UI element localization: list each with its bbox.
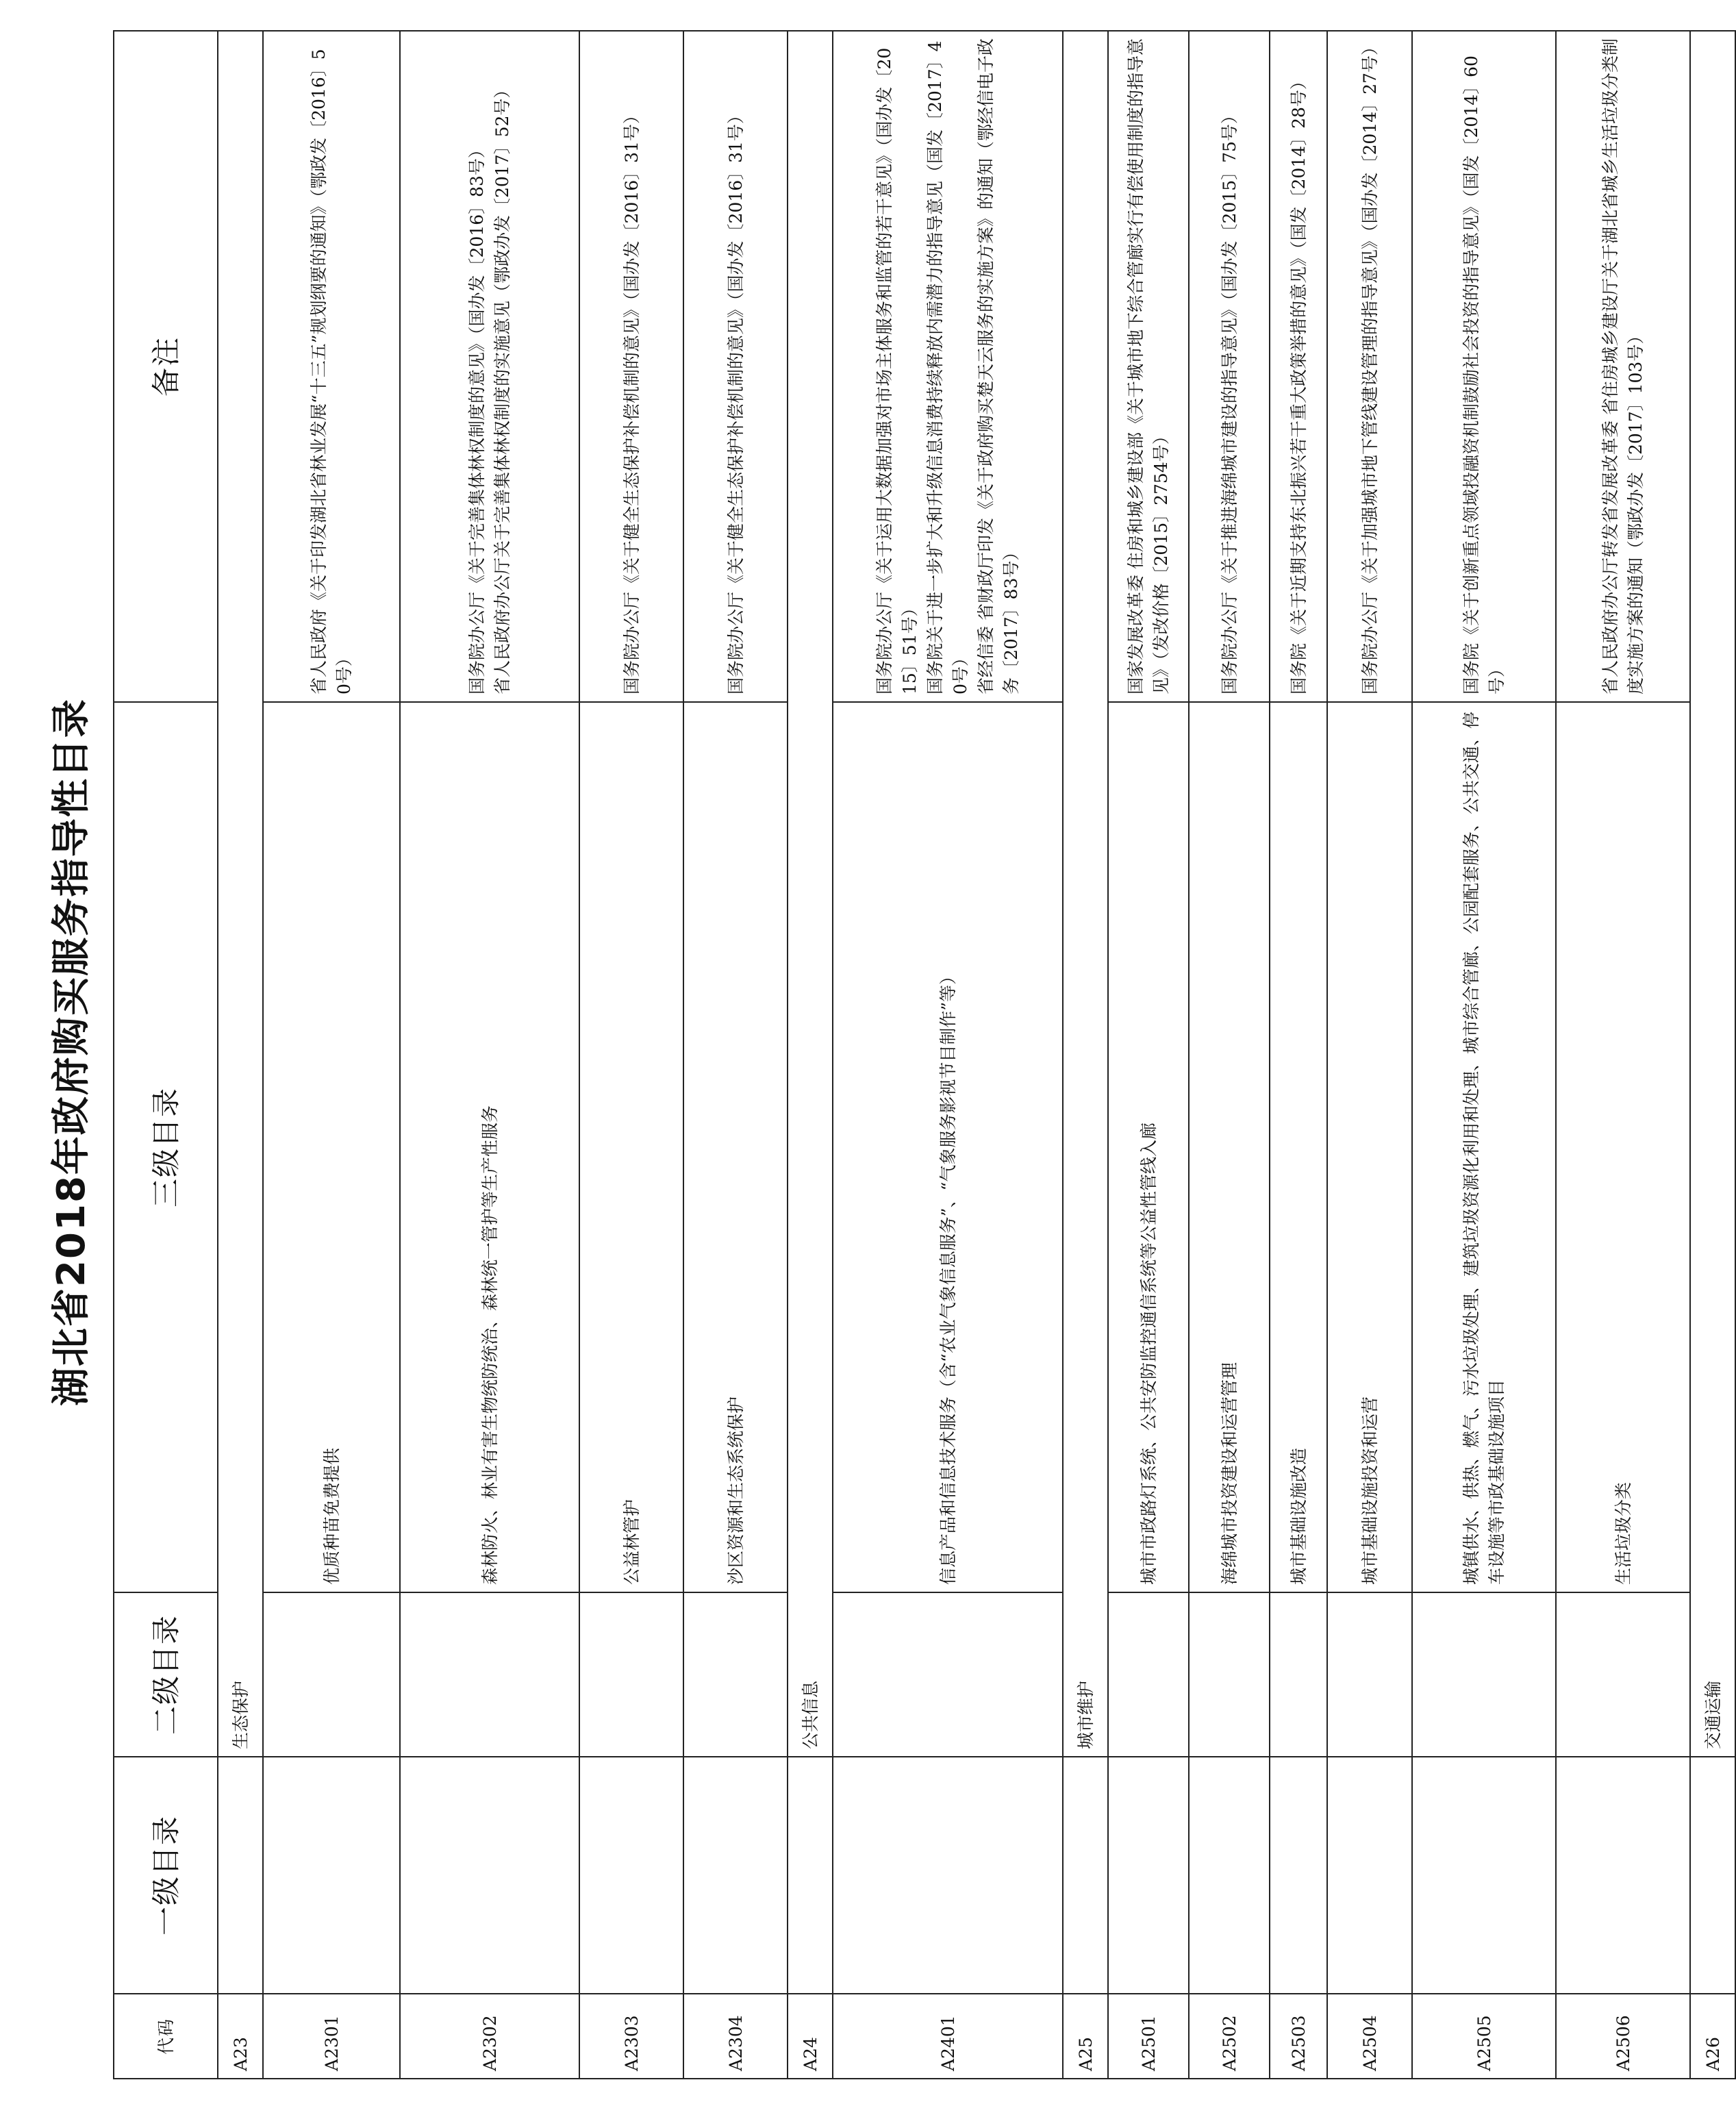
level3-cell: 公益林管护 xyxy=(579,702,683,1592)
catalog-table xyxy=(113,30,1736,2079)
level3-cell: 生活垃圾分类 xyxy=(1556,702,1690,1592)
level3-cell: 沙区资源和生态系统保护 xyxy=(683,702,788,1592)
level1-cell xyxy=(1556,1757,1690,1994)
level1-cell xyxy=(218,1757,263,1994)
category-row xyxy=(788,31,833,2079)
table-row xyxy=(833,31,1063,2079)
code-cell: A23 xyxy=(218,1994,263,2079)
note-cell: 省人民政府办公厅转发省发展改革委 省住房城乡建设厅关于湖北省城乡生活垃圾分类制度实施方案的通知（鄂政办发〔2017〕103号） xyxy=(1556,31,1690,702)
code-cell: A24 xyxy=(788,1994,833,2079)
header-level2: 二级目录 xyxy=(114,1592,218,1757)
level1-cell xyxy=(1412,1757,1556,1994)
table-row xyxy=(683,31,788,2079)
table-body xyxy=(218,31,1735,2079)
category-row xyxy=(1690,31,1735,2079)
level1-cell xyxy=(1189,1757,1270,1994)
level3-cell: 城市市政路灯系统、公共安防监控通信系统等公益性管线入廊 xyxy=(1108,702,1189,1592)
level3-cell: 森林防火、林业有害生物统防统治、森林统一管护等生产性服务 xyxy=(400,702,579,1592)
table-row xyxy=(1189,31,1270,2079)
code-cell: A2505 xyxy=(1412,1994,1556,2079)
level2-cell xyxy=(1556,1592,1690,1757)
level3-cell: 信息产品和信息技术服务（含“农业气象信息服务”、“气象服务影视节目制作”等） xyxy=(833,702,1063,1592)
code-cell: A2506 xyxy=(1556,1994,1690,2079)
code-cell: A2302 xyxy=(400,1994,579,2079)
code-cell: A2304 xyxy=(683,1994,788,2079)
level2-cell xyxy=(1412,1592,1556,1757)
category-label: 城市维护 xyxy=(1063,31,1108,1757)
table-row xyxy=(1327,31,1412,2079)
code-cell: A2501 xyxy=(1108,1994,1189,2079)
table-row xyxy=(579,31,683,2079)
note-cell: 省人民政府《关于印发湖北省林业发展“十三五”规划纲要的通知》（鄂政发〔2016〕50号） xyxy=(263,31,400,702)
note-cell: 国务院办公厅《关于运用大数据加强对市场主体服务和监管的若干意见》（国办发〔2015〕51号） 国务院关于进一步扩大和升级信息消费持续释放内需潜力的指导意见（国发〔2017〕40号） 省经信委 省财政厅印发《关于政府购买楚天云服务的实施方案》的通知（鄂经信电子政务〔2017〕83号） xyxy=(833,31,1063,702)
table-row xyxy=(1556,31,1690,2079)
level1-cell xyxy=(788,1757,833,1994)
level2-cell xyxy=(1189,1592,1270,1757)
level3-cell: 城市基础设施投资和运营 xyxy=(1327,702,1412,1592)
category-label: 公共信息 xyxy=(788,31,833,1757)
level2-cell xyxy=(400,1592,579,1757)
document-title: 湖北省2018年政府购买服务指导性目录 xyxy=(49,698,94,1406)
level1-cell xyxy=(579,1757,683,1994)
level1-cell xyxy=(683,1757,788,1994)
header-code: 代码 xyxy=(114,1994,218,2079)
note-cell: 国务院办公厅《关于加强城市地下管线建设管理的指导意见》（国办发〔2014〕27号） xyxy=(1327,31,1412,702)
table-row xyxy=(1270,31,1327,2079)
level3-cell: 城镇供水、供热、燃气、污水垃圾处理、建筑垃圾资源化利用和处理、城市综合管廊、公园配套服务、公共交通、停车设施等市政基础设施项目 xyxy=(1412,702,1556,1592)
header-row xyxy=(114,31,218,2079)
code-cell: A2503 xyxy=(1270,1994,1327,2079)
level1-cell xyxy=(400,1757,579,1994)
note-cell: 国务院办公厅《关于推进海绵城市建设的指导意见》（国办发〔2015〕75号） xyxy=(1189,31,1270,702)
level1-cell xyxy=(833,1757,1063,1994)
level3-cell: 优质种苗免费提供 xyxy=(263,702,400,1592)
level2-cell xyxy=(833,1592,1063,1757)
note-cell: 国务院《关于近期支持东北振兴若干重大政策举措的意见》（国发〔2014〕28号） xyxy=(1270,31,1327,702)
level2-cell xyxy=(683,1592,788,1757)
code-cell: A2301 xyxy=(263,1994,400,2079)
level2-cell xyxy=(1327,1592,1412,1757)
level2-cell xyxy=(263,1592,400,1757)
header-level1: 一级目录 xyxy=(114,1757,218,1994)
code-cell: A2504 xyxy=(1327,1994,1412,2079)
category-label: 交通运输 xyxy=(1690,31,1735,1757)
level1-cell xyxy=(1108,1757,1189,1994)
level1-cell xyxy=(263,1757,400,1994)
code-cell: A25 xyxy=(1063,1994,1108,2079)
level2-cell xyxy=(1108,1592,1189,1757)
code-cell: A2401 xyxy=(833,1994,1063,2079)
note-cell: 国务院办公厅《关于完善集体林权制度的意见》（国办发〔2016〕83号） 省人民政府办公厅关于完善集体林权制度的实施意见（鄂政办发〔2017〕52号） xyxy=(400,31,579,702)
level1-cell xyxy=(1063,1757,1108,1994)
category-label: 生态保护 xyxy=(218,31,263,1757)
level3-cell: 海绵城市投资建设和运营管理 xyxy=(1189,702,1270,1592)
level3-cell: 城市基础设施改造 xyxy=(1270,702,1327,1592)
table-row xyxy=(1412,31,1556,2079)
level2-cell xyxy=(579,1592,683,1757)
level1-cell xyxy=(1327,1757,1412,1994)
note-cell: 国务院办公厅《关于健全生态保护补偿机制的意见》（国办发〔2016〕31号） xyxy=(579,31,683,702)
note-cell: 国务院《关于创新重点领域投融资机制鼓励社会投资的指导意见》（国发〔2014〕60号） xyxy=(1412,31,1556,702)
note-cell: 国务院办公厅《关于健全生态保护补偿机制的意见》（国办发〔2016〕31号） xyxy=(683,31,788,702)
header-note: 备注 xyxy=(114,31,218,702)
category-row xyxy=(218,31,263,2079)
level1-cell xyxy=(1270,1757,1327,1994)
table-row xyxy=(400,31,579,2079)
table-row xyxy=(263,31,400,2079)
level2-cell xyxy=(1270,1592,1327,1757)
code-cell: A26 xyxy=(1690,1994,1735,2079)
header-level3: 三级目录 xyxy=(114,702,218,1592)
level1-cell xyxy=(1690,1757,1735,1994)
code-cell: A2502 xyxy=(1189,1994,1270,2079)
table-row xyxy=(1108,31,1189,2079)
note-cell: 国家发展改革委 住房和城乡建设部《关于城市地下综合管廊实行有偿使用制度的指导意见》（发改价格〔2015〕2754号） xyxy=(1108,31,1189,702)
code-cell: A2303 xyxy=(579,1994,683,2079)
category-row xyxy=(1063,31,1108,2079)
